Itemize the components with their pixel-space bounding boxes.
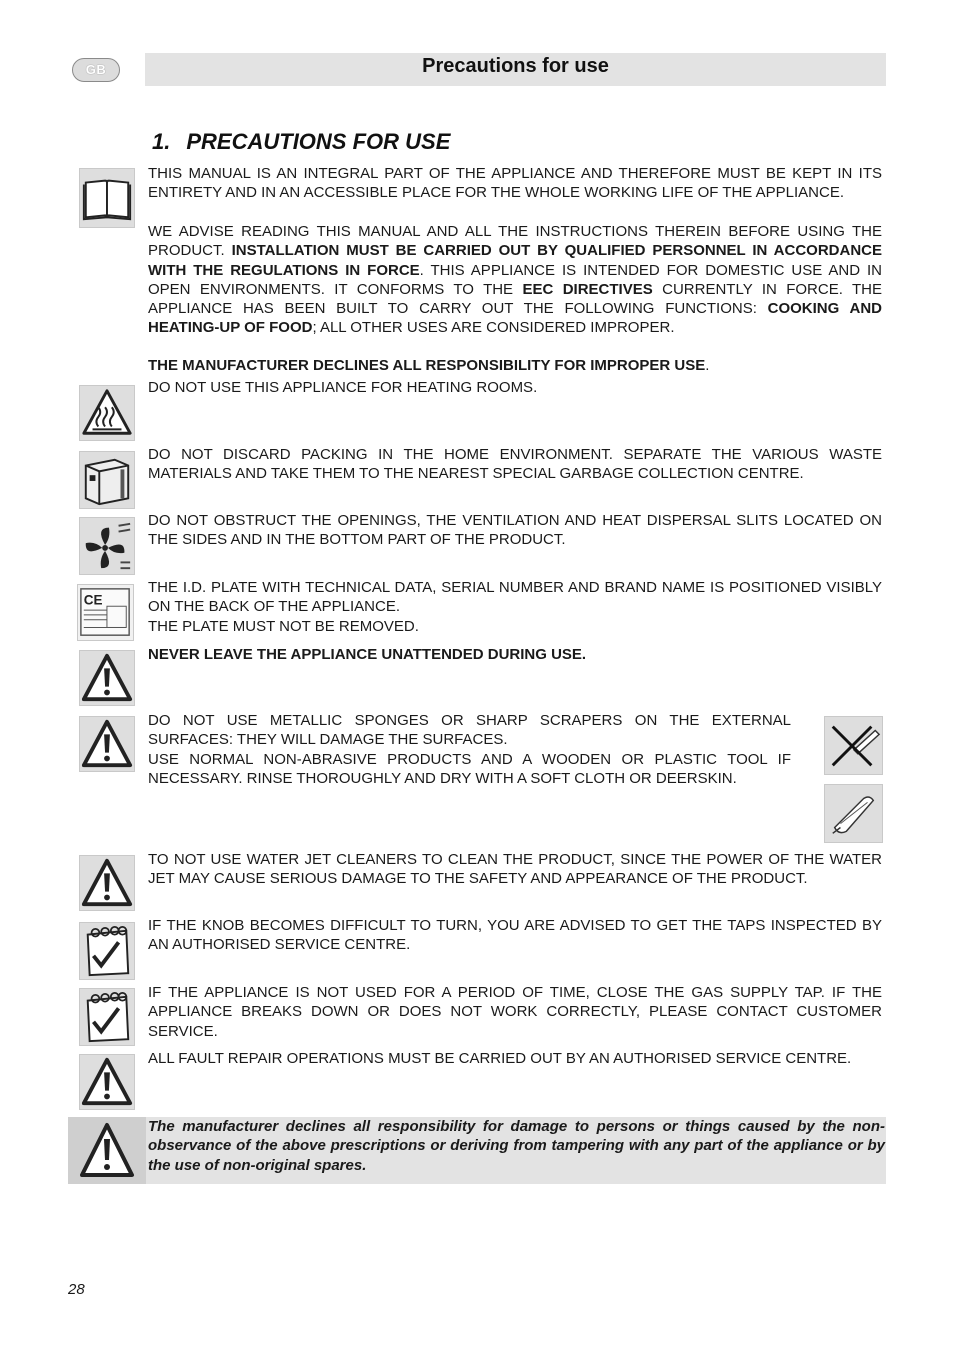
repair-text: ALL FAULT REPAIR OPERATIONS MUST BE CARRIED OUT BY AN AUTHORISED SERVICE CENTRE. xyxy=(148,1050,852,1067)
id-plate-icon xyxy=(77,584,134,641)
intro-text-g: ; ALL OTHER USES ARE CONSIDERED IMPROPER. xyxy=(312,319,675,337)
page-title: Precautions for use xyxy=(422,55,609,77)
period: . xyxy=(705,357,710,374)
language-badge: GB xyxy=(72,58,120,82)
knob-text: IF THE KNOB BECOMES DIFFICULT TO TURN, YOU ARE ADVISED TO GET THE TAPS INSPECTED BY AN AUTHORISED SERVICE CENTRE. xyxy=(148,917,882,954)
notepad-check-icon xyxy=(79,988,135,1046)
packing-box-icon xyxy=(79,451,135,509)
book-icon xyxy=(79,168,135,228)
intro-paragraph-3 xyxy=(148,356,882,375)
svg-text:CE: CE xyxy=(83,592,103,608)
intro-paragraph-1: THIS MANUAL IS AN INTEGRAL PART OF THE APPLIANCE AND THEREFORE MUST BE KEPT IN ITS ENTIRETY AND IN AN ACCESSIBLE PLACE FOR THE WHOLE WORKING LIFE OF THE APPLIANCE. xyxy=(148,165,882,202)
notepad-check-icon xyxy=(79,922,135,980)
packing-text: DO NOT DISCARD PACKING IN THE HOME ENVIRONMENT. SEPARATE THE VARIOUS WASTE MATERIALS AND TAKE THEM TO THE NEAREST SPECIAL GARBAGE COLLECTION CENTRE. xyxy=(148,446,882,483)
id-plate-text-1: THE I.D. PLATE WITH TECHNICAL DATA, SERIAL NUMBER AND BRAND NAME IS POSITIONED VISIBLY ON THE BACK OF THE APPLIANCE. xyxy=(148,579,882,616)
intro-paragraph-2 xyxy=(148,222,882,338)
disclaimer-box xyxy=(68,1117,886,1184)
sponges-text-1: DO NOT USE METALLIC SPONGES OR SHARP SCRAPERS ON THE EXTERNAL SURFACES: THEY WILL DAMAGE THE SURFACES. xyxy=(148,712,791,749)
heating-text: DO NOT USE THIS APPLIANCE FOR HEATING ROOMS. xyxy=(148,379,538,396)
warning-icon xyxy=(79,855,135,911)
water-jet-text: TO NOT USE WATER JET CLEANERS TO CLEAN THE PRODUCT, SINCE THE POWER OF THE WATER JET MAY CAUSE SERIOUS DAMAGE TO THE SAFETY AND APPEARANCE OF THE PRODUCT. xyxy=(148,851,882,888)
intro-text-f: COOKING AND HEATING-UP OF FOOD xyxy=(148,300,883,337)
intro-text-a: WE ADVISE READING THIS MANUAL AND ALL THE INSTRUCTIONS THEREIN BEFORE USING THE PRODUCT. xyxy=(148,223,882,260)
intro-text-e: CURRENTLY IN FORCE. THE APPLIANCE HAS BEEN BUILT TO CARRY OUT THE FOLLOWING FUNCTIONS: xyxy=(148,280,883,318)
warning-icon xyxy=(79,716,135,772)
scraper-crossed-icon xyxy=(824,716,883,775)
section-number: 1. xyxy=(152,129,171,154)
intro-text-c: . THIS APPLIANCE IS INTENDED FOR DOMESTIC USE AND IN OPEN ENVIRONMENTS. IT CONFORMS TO THE xyxy=(148,261,882,298)
ventilation-text: DO NOT OBSTRUCT THE OPENINGS, THE VENTILATION AND HEAT DISPERSAL SLITS LOCATED ON THE SIDES AND IN THE BOTTOM PART OF THE PRODUCT. xyxy=(148,512,882,549)
intro-text-d: EEC DIRECTIVES xyxy=(522,280,653,298)
id-plate-text-2: THE PLATE MUST NOT BE REMOVED. xyxy=(148,618,419,635)
section-title xyxy=(152,129,450,155)
ventilation-fan-icon xyxy=(79,517,135,575)
warning-icon xyxy=(79,650,135,706)
warning-icon xyxy=(68,1117,146,1184)
manufacturer-declines-text: THE MANUFACTURER DECLINES ALL RESPONSIBILITY FOR IMPROPER USE xyxy=(148,357,706,374)
sponges-text-2: USE NORMAL NON-ABRASIVE PRODUCTS AND A WOODEN OR PLASTIC TOOL IF NECESSARY. RINSE THOROUGHLY AND DRY WITH A SOFT CLOTH OR DEERSKIN. xyxy=(148,751,791,788)
disclaimer-text: The manufacturer declines all responsibility for damage to persons or things caused by the non-observance of the above prescriptions or deriving from tampering with any part of the appliance or by the use of non-original spares. xyxy=(148,1118,885,1174)
page-number: 28 xyxy=(68,1281,85,1298)
warning-icon xyxy=(79,1054,135,1110)
unattended-text xyxy=(148,645,882,664)
unattended-bold: NEVER LEAVE THE APPLIANCE UNATTENDED DURING USE. xyxy=(148,646,587,663)
hot-surface-icon xyxy=(79,385,135,441)
sponge-icon xyxy=(824,784,883,843)
header-bar xyxy=(145,53,886,86)
section-title-text: PRECAUTIONS FOR USE xyxy=(186,129,451,154)
not-used-text: IF THE APPLIANCE IS NOT USED FOR A PERIOD OF TIME, CLOSE THE GAS SUPPLY TAP. IF THE APPLIANCE BREAKS DOWN OR DOES NOT WORK CORRECTLY, PLEASE CONTACT CUSTOMER SERVICE. xyxy=(148,984,882,1040)
intro-text-b: INSTALLATION MUST BE CARRIED OUT BY QUALIFIED PERSONNEL IN ACCORDANCE WITH THE REGULATIONS IN FORCE xyxy=(148,242,882,279)
